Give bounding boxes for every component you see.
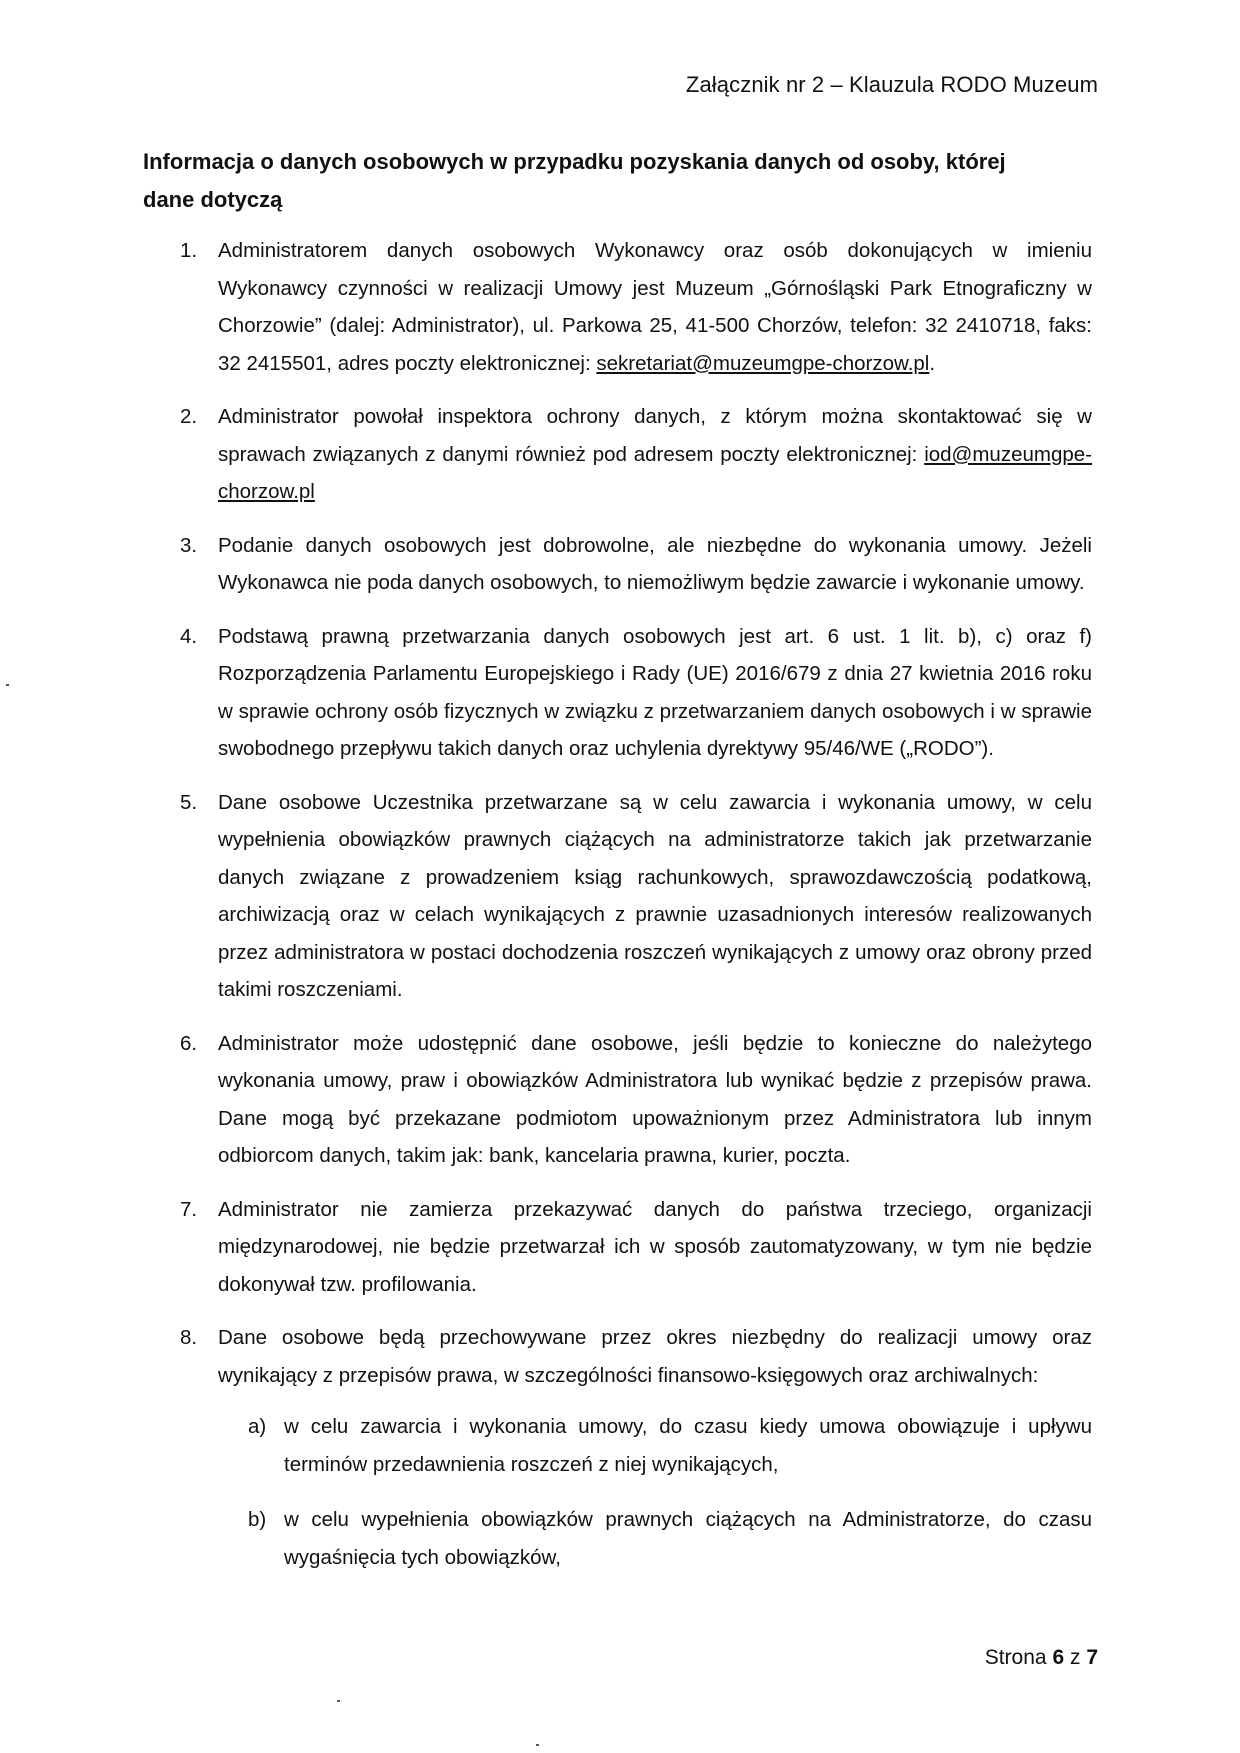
email-link-secretariat[interactable]: sekretariat@muzeumgpe-chorzow.pl (596, 351, 930, 375)
clause-number: 2. (180, 405, 198, 428)
clause-text: Administrator może udostępnić dane osobowe, jeśli będzie to konieczne do należytego wykonania umowy, praw i obowiązków Administratora lub wynikać będzie z przepisów prawa. Dane mogą być przekazane podmiotom upoważnionym przez Administratora lub innym odbiorcom danych, takim jak: bank, kancelaria prawna, kurier, poczta. (218, 1031, 1092, 1167)
sub-clause-b (248, 1501, 1092, 1576)
clause-text: Dane osobowe Uczestnika przetwarzane są w celu zawarcia i wykonania umowy, w celu wypełnienia obowiązków prawnych ciążących na administratorze takich jak przetwarzanie danych związane z prowadzeniem ksiąg rachunkowych, sprawozdawczością podatkową, archiwizacją oraz w celach wynikających z prawnie uzasadnionych interesów realizowanych przez administratora w postaci dochodzenia roszczeń wynikających z umowy oraz obrony przed takimi roszczeniami. (218, 790, 1092, 1001)
scan-artifact (536, 1744, 539, 1746)
clause-item-7 (180, 1191, 1092, 1304)
clause-number: 8. (180, 1326, 198, 1349)
clause-item-2 (180, 398, 1092, 511)
document-heading: Informacja o danych osobowych w przypadku pozyskania danych od osoby, której dane dotyczą (143, 149, 1006, 212)
clause-item-8 (180, 1319, 1092, 1576)
clause-number: 1. (180, 239, 198, 262)
clause-text: Podstawą prawną przetwarzania danych osobowych jest art. 6 ust. 1 lit. b), c) oraz f) Rozporządzenia Parlamentu Europejskiego i Rady (UE) 2016/679 z dnia 27 kwietnia 2016 roku w sprawie ochrony osób fizycznych w związku z przetwarzaniem danych osobowych i w sprawie swobodnego przepływu takich danych oraz uchylenia dyrektywy 95/46/WE („RODO”). (218, 624, 1092, 760)
page-total: 7 (1086, 1646, 1098, 1669)
sub-clause-text: w celu zawarcia i wykonania umowy, do czasu kiedy umowa obowiązuje i upływu terminów przedawnienia roszczeń z niej wynikających, (284, 1415, 1092, 1476)
page-label: Strona (984, 1646, 1047, 1669)
clause-text: Administrator powołał inspektora ochrony danych, z którym można skontaktować się w sprawach związanych z danymi również pod adresem poczty elektronicznej: (218, 405, 1092, 466)
scan-artifact (337, 1700, 340, 1702)
sub-clause-list (248, 1408, 1092, 1576)
scan-artifact (6, 684, 9, 686)
email-link-iod[interactable]: iod@muzeumgpe-chorzow.pl (218, 442, 1092, 503)
sub-clause-text: w celu wypełnienia obowiązków prawnych ciążących na Administratorze, do czasu wygaśnięcia tych obowiązków, (284, 1508, 1092, 1569)
clause-number: 6. (180, 1031, 198, 1055)
sub-clause-a (248, 1408, 1092, 1483)
clause-item-4 (180, 618, 1092, 768)
clause-number: 5. (180, 790, 198, 814)
clause-text: Administrator nie zamierza przekazywać danych do państwa trzeciego, organizacji międzynarodowej, nie będzie przetwarzał ich w sposób zautomatyzowany, w tym nie będzie dokonywał tzw. profilowania. (218, 1197, 1092, 1296)
page-current: 6 (1052, 1646, 1065, 1669)
clause-text: Podanie danych osobowych jest dobrowolne, ale niezbędne do wykonania umowy. Jeżeli Wykonawca nie poda danych osobowych, to niemożliwym będzie zawarcie i wykonanie umowy. (218, 533, 1092, 594)
page-separator: z (1069, 1646, 1081, 1669)
clause-text-end: . (929, 351, 936, 375)
clause-number: 4. (180, 624, 198, 648)
clause-number: 3. (180, 533, 198, 557)
page-number (985, 1646, 1098, 1670)
clause-text: Administratorem danych osobowych Wykonawcy oraz osób dokonujących w imieniu Wykonawcy czynności w realizacji Umowy jest Muzeum „Górnośląski Park Etnograficzny w Chorzowie” (dalej: Administrator), ul. Parkowa 25, 41-500 Chorzów, telefon: 32 2410718, faks: 32 2415501, adres poczty elektronicznej: (218, 239, 1092, 375)
clause-number: 7. (180, 1197, 198, 1221)
sub-clause-letter: a) (248, 1415, 267, 1438)
clause-text: Dane osobowe będą przechowywane przez okres niezbędny do realizacji umowy oraz wynikający z przepisów prawa, w szczególności finansowo-księgowych oraz archiwalnych: (218, 1326, 1092, 1387)
clause-item-5 (180, 784, 1092, 1009)
clause-item-1 (180, 232, 1092, 382)
clause-list (180, 232, 1092, 1594)
clause-item-6 (180, 1025, 1092, 1175)
header-reference: Załącznik nr 2 – Klauzula RODO Muzeum (685, 72, 1098, 97)
sub-clause-letter: b) (248, 1508, 267, 1531)
clause-item-3 (180, 527, 1092, 602)
